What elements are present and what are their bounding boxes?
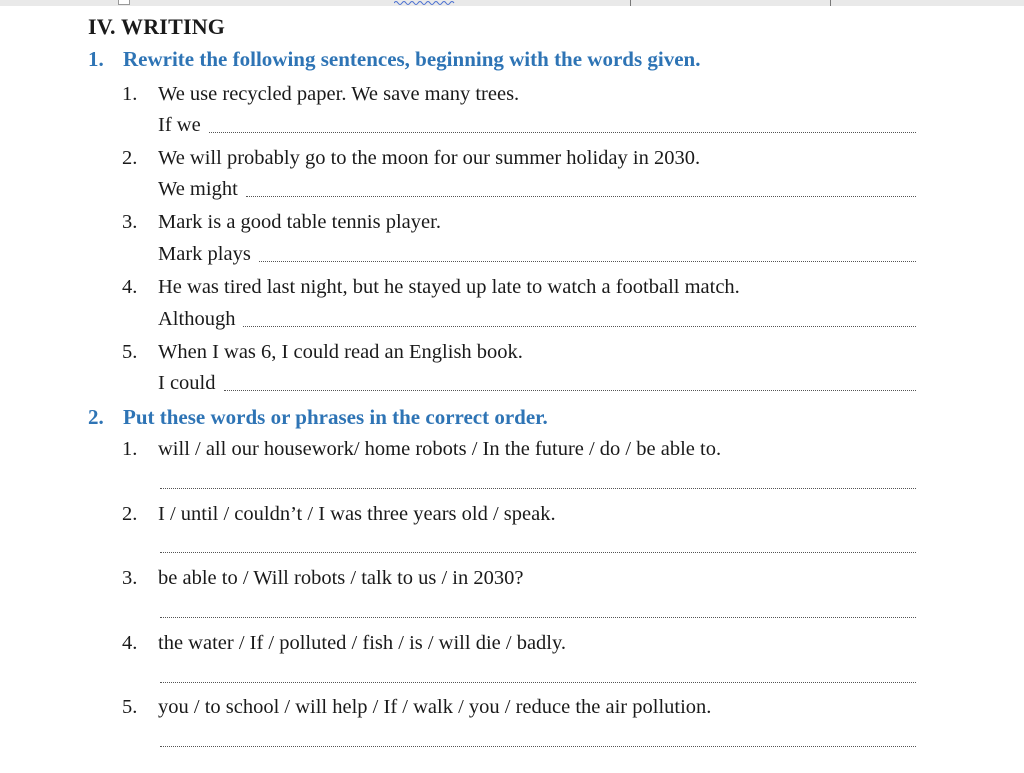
- ruler-tick: [830, 0, 831, 6]
- item-number: 5.: [122, 696, 138, 718]
- item-sentence: Mark is a good table tennis player.: [158, 211, 441, 233]
- answer-line-5[interactable]: [158, 372, 916, 395]
- section-1-heading: [88, 47, 700, 72]
- rewrite-item-5: [122, 341, 523, 364]
- section-number: 2.: [88, 405, 104, 429]
- section-number: 1.: [88, 47, 104, 71]
- answer-blank[interactable]: [160, 551, 916, 553]
- order-item-3: [122, 567, 523, 590]
- item-number: 2.: [122, 147, 138, 169]
- rewrite-item-3: [122, 211, 441, 234]
- answer-line-4[interactable]: [158, 308, 916, 331]
- item-sentence: We use recycled paper. We save many trees.: [158, 83, 520, 105]
- item-number: 5.: [122, 341, 138, 363]
- answer-blank[interactable]: [209, 131, 916, 133]
- item-number: 2.: [122, 503, 138, 525]
- answer-prompt: Mark plays: [158, 243, 251, 265]
- answer-blank[interactable]: [160, 745, 916, 747]
- item-words: the water / If / polluted / fish / is / will die / badly.: [158, 632, 567, 654]
- answer-blank[interactable]: [160, 681, 916, 683]
- item-number: 4.: [122, 276, 138, 298]
- section-title: Put these words or phrases in the correct order.: [123, 405, 548, 429]
- order-item-4: [122, 632, 566, 655]
- answer-line-1[interactable]: [158, 114, 916, 137]
- rewrite-item-1: [122, 83, 519, 106]
- item-sentence: We will probably go to the moon for our summer holiday in 2030.: [158, 147, 701, 169]
- ruler-strip: [0, 0, 1024, 6]
- answer-blank[interactable]: [160, 616, 916, 618]
- item-number: 1.: [122, 438, 138, 460]
- answer-blank[interactable]: [243, 325, 916, 327]
- answer-prompt: Although: [158, 308, 236, 330]
- item-number: 3.: [122, 211, 138, 233]
- order-item-5: [122, 696, 711, 719]
- order-item-2: [122, 503, 556, 526]
- spellcheck-squiggle-icon: [394, 0, 456, 6]
- answer-prompt: I could: [158, 372, 216, 394]
- item-words: I / until / couldn’t / I was three years old / speak.: [158, 503, 556, 525]
- item-words: you / to school / will help / If / walk / you / reduce the air pollution.: [158, 696, 712, 718]
- answer-blank[interactable]: [160, 487, 916, 489]
- answer-blank[interactable]: [259, 260, 916, 262]
- page-corner-mark: [118, 0, 130, 5]
- section-2-heading: [88, 405, 548, 430]
- answer-line-3[interactable]: [158, 243, 916, 266]
- item-sentence: He was tired last night, but he stayed up late to watch a football match.: [158, 276, 740, 298]
- page-title: IV. WRITING: [88, 14, 226, 39]
- answer-blank[interactable]: [246, 195, 916, 197]
- item-words: be able to / Will robots / talk to us / in 2030?: [158, 567, 524, 589]
- answer-prompt: If we: [158, 114, 201, 136]
- answer-prompt: We might: [158, 178, 238, 200]
- item-number: 4.: [122, 632, 138, 654]
- item-number: 3.: [122, 567, 138, 589]
- item-sentence: When I was 6, I could read an English book.: [158, 341, 523, 363]
- answer-line-2[interactable]: [158, 178, 916, 201]
- rewrite-item-4: [122, 276, 740, 299]
- rewrite-item-2: [122, 147, 700, 170]
- item-number: 1.: [122, 83, 138, 105]
- order-item-1: [122, 438, 721, 461]
- section-title: Rewrite the following sentences, beginning with the words given.: [123, 47, 701, 71]
- item-words: will / all our housework/ home robots / In the future / do / be able to.: [158, 438, 722, 460]
- ruler-tick: [630, 0, 631, 6]
- answer-blank[interactable]: [224, 389, 917, 391]
